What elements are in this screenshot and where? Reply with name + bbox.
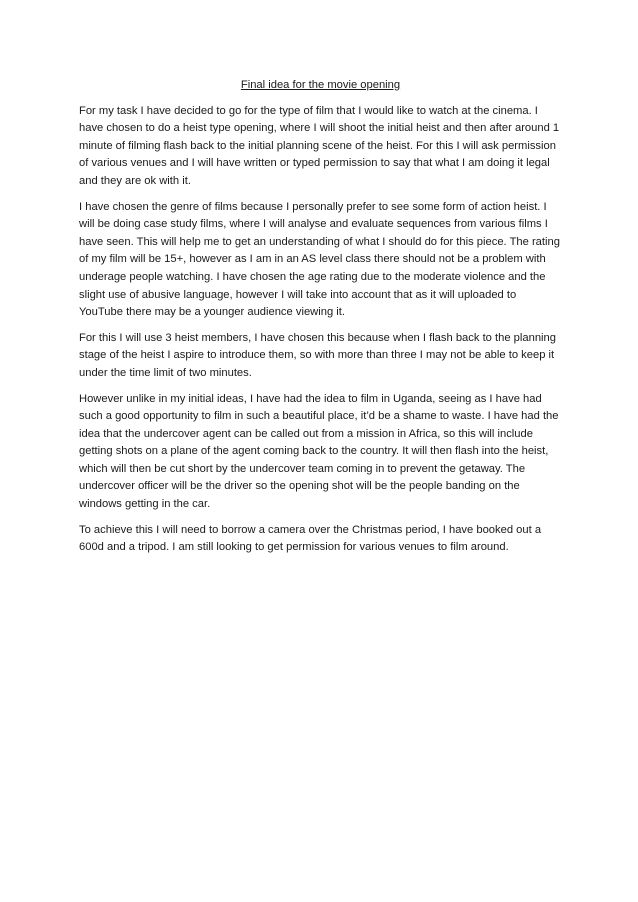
- paragraph-heist-members: For this I will use 3 heist members, I have chosen this because when I flash back to the planning stage of the heist I aspire to introduce them, so with more than three I may not be able to keep it under the time limit of two minutes.: [79, 331, 556, 379]
- paragraph-uganda-idea: However unlike in my initial ideas, I have had the idea to film in Uganda, seeing as I have had such a good opportunity to film in such a beautiful place, it’d be a shame to waste. I have had the idea that the undercover agent can be called out from a mission in Africa, so this will include getting shots on a plane of the agent coming back to the country. It will then flash into the heist, which will then be cut short by the undercover team coming in to prevent the getaway. The undercover officer will be the driver so the opening shot will be the people banding on the windows getting in the car.: [79, 392, 559, 511]
- paragraph-task-overview: For my task I have decided to go for the type of film that I would like to watch at the cinema. I have chosen to do a heist type opening, where I will shoot the initial heist and then after around 1 minute of filming flash back to the initial planning scene of the heist. For this I will ask permission of various venues and I will have written or typed permission to say that what I am doing it legal and they are ok with it.: [79, 104, 560, 187]
- paragraph-genre-and-rating: I have chosen the genre of films because I personally prefer to see some form of action heist. I will be doing case study films, where I will analyse and evaluate sequences from various films I have seen. This will help me to get an understanding of what I should do for this piece. The rating of my film will be 15+, however as I am in an AS level class there should not be a problem with underage people watching. I have chosen the age rating due to the moderate violence and the slight use of abusive language, however I will take into account that as it will uploaded to YouTube there may be a younger audience viewing it.: [79, 200, 560, 319]
- document-title: Final idea for the movie opening: [240, 79, 401, 91]
- document-body: [79, 77, 562, 565]
- paragraph-equipment: To achieve this I will need to borrow a camera over the Christmas period, I have booked out a 600d and a tripod. I am still looking to get permission for various venues to film around.: [79, 523, 542, 554]
